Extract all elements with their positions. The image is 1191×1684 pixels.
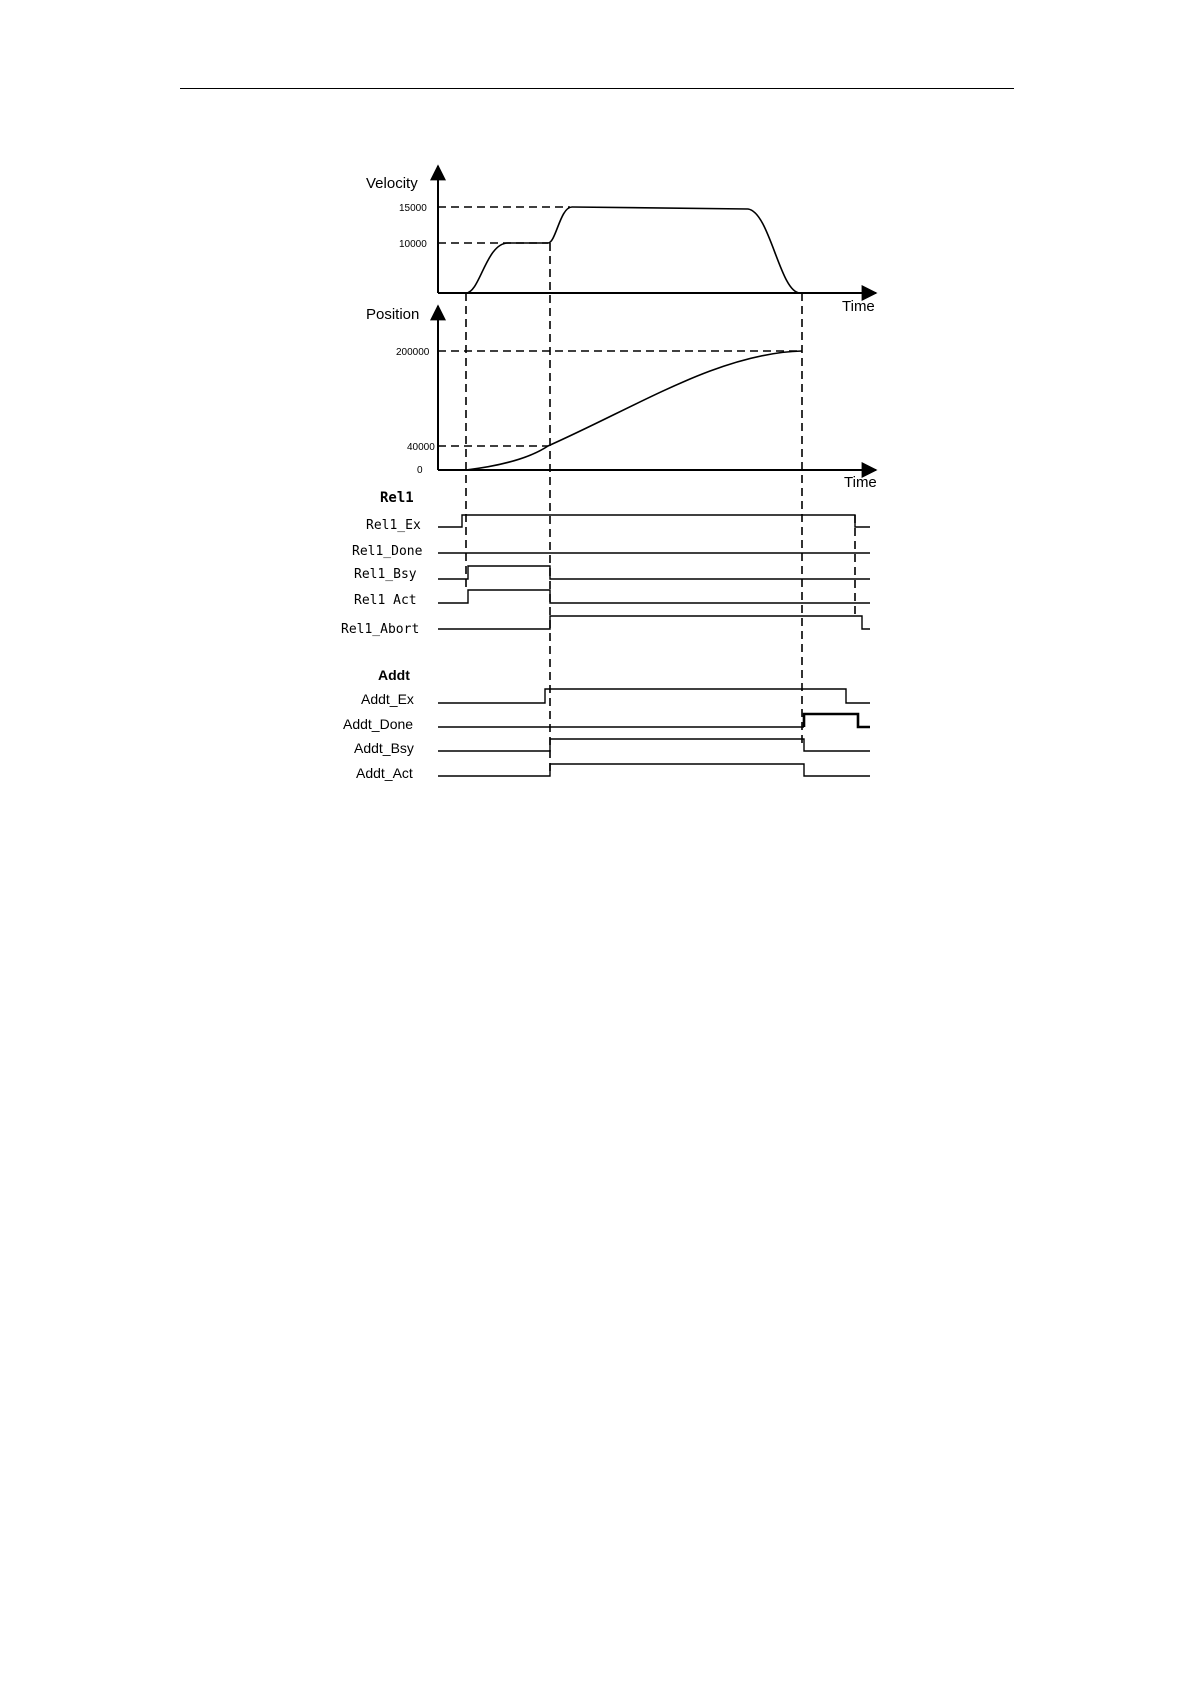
waveform-addt-done-pulse (804, 714, 870, 727)
signal-label-rel1-act: Rel1 Act (354, 593, 417, 608)
velocity-axis-label: Velocity (366, 175, 418, 192)
position-tick-40000: 40000 (407, 442, 435, 453)
velocity-profile (438, 207, 800, 293)
position-tick-200000: 200000 (396, 347, 430, 358)
signal-label-rel1-abort: Rel1_Abort (341, 622, 420, 637)
position-chart (366, 306, 877, 491)
waveform-rel1-bsy (438, 566, 870, 579)
waveform-addt-act (438, 764, 870, 776)
signal-label-rel1-bsy: Rel1_Bsy (354, 567, 417, 582)
signal-label-addt-ex: Addt_Ex (361, 691, 414, 707)
velocity-tick-15000: 15000 (399, 203, 427, 214)
rel1-group-title: Rel1 (380, 490, 414, 506)
signal-label-addt-bsy: Addt_Bsy (354, 740, 414, 756)
addt-group-title: Addt (378, 667, 410, 683)
signal-label-rel1-ex: Rel1_Ex (366, 518, 421, 533)
signal-label-addt-done: Addt_Done (343, 716, 414, 732)
velocity-tick-10000: 10000 (399, 239, 427, 250)
rel1-signal-group (341, 490, 870, 637)
waveform-rel1-act (438, 590, 870, 603)
velocity-chart (366, 166, 876, 315)
waveform-rel1-abort (438, 616, 870, 629)
position-time-label: Time (844, 474, 877, 491)
waveform-rel1-ex (438, 515, 870, 527)
position-tick-0: 0 (417, 465, 423, 476)
position-axis-label: Position (366, 306, 420, 323)
waveform-addt-bsy (438, 739, 870, 751)
signal-label-rel1-done: Rel1_Done (352, 544, 423, 559)
velocity-time-label: Time (842, 298, 875, 315)
waveform-addt-ex (438, 689, 870, 703)
signal-label-addt-act: Addt_Act (356, 765, 413, 781)
position-profile (466, 351, 802, 470)
addt-signal-group (343, 667, 870, 781)
